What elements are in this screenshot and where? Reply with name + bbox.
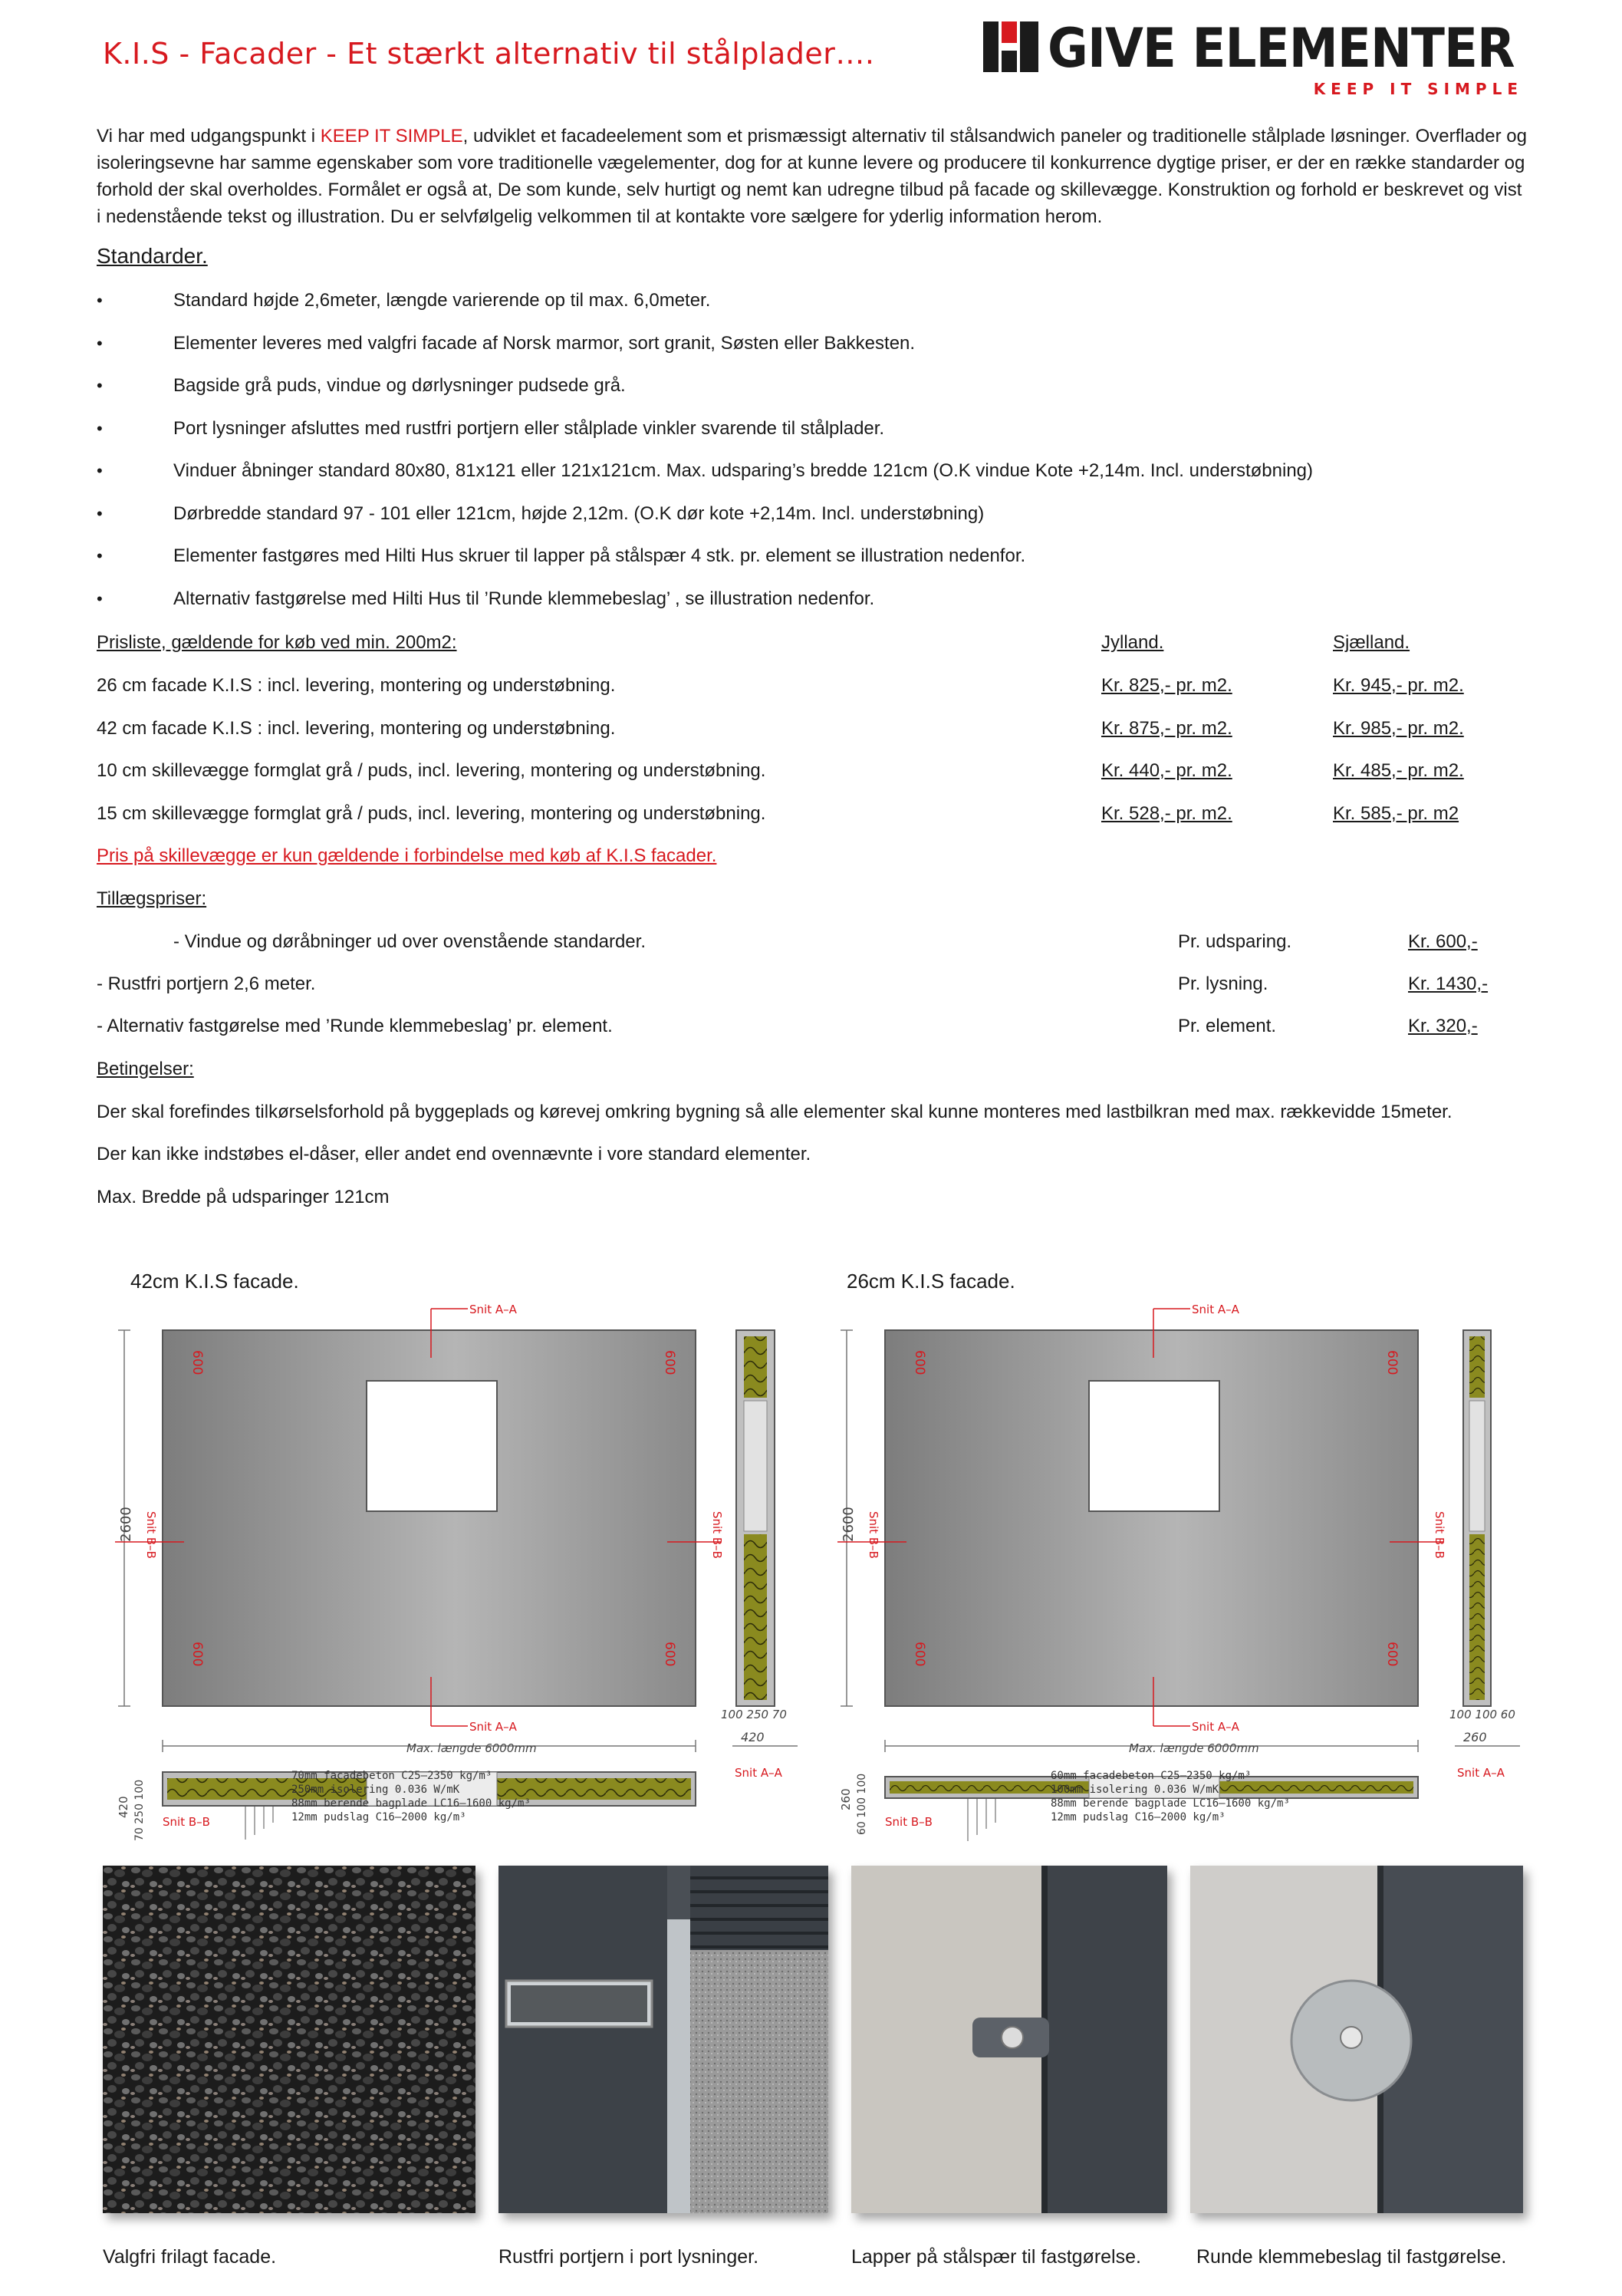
length-dim: Max. længde 6000mm [1129,1741,1259,1755]
list-item [97,330,1531,373]
plan-thickness: 260 [839,1788,853,1810]
edge-dim: 600 [189,1350,205,1375]
caption-clamp: Runde klemmebeslag til fastgørelse. [1196,2246,1507,2268]
section-b-right: Snit B–B [1433,1511,1446,1559]
layer-line: 70mm facadebeton C25–2350 kg/m³ [291,1770,492,1782]
height-dim: 2600 [841,1507,857,1542]
price-jylland: Kr. 825,- pr. m2. [1101,675,1232,696]
table-row [97,800,1531,828]
side-dims: 100 250 70 [721,1708,787,1721]
list-item [97,542,1531,585]
price-label: 10 cm skillevægge formglat grå / puds, incl. levering, montering og understøbning. [97,760,766,781]
bullet-icon: • [97,461,103,480]
thickness-dim: 420 [741,1730,765,1744]
company-logo [983,17,1532,98]
table-row [97,1013,1531,1040]
layer-line: 100mm isolering 0.036 W/mK [1051,1784,1219,1796]
section-b-right: Snit B–B [710,1511,724,1559]
section-b-plan: Snit B–B [885,1815,933,1829]
list-item-text: Dørbredde standard 97 - 101 eller 121cm, højde 2,12m. (O.K dør kote +2,14m. Incl. understøbning) [173,502,985,524]
list-item-text: Standard højde 2,6meter, længde varierende op til max. 6,0meter. [173,290,711,311]
price-sjaelland: Kr. 945,- pr. m2. [1333,675,1464,696]
layer-line: 88mm berende bagplade LC16–1600 kg/m³ [1051,1797,1290,1810]
extra-price: Kr. 320,- [1408,1016,1478,1036]
section-b-plan: Snit B–B [163,1815,210,1829]
bullet-icon: • [97,418,103,438]
section-a-bottom: Snit A–A [469,1720,517,1734]
table-row [97,970,1531,998]
plan-stack: 70 250 100 [133,1779,146,1841]
price-sjaelland: Kr. 485,- pr. m2. [1333,760,1464,781]
price-jylland: Kr. 440,- pr. m2. [1101,760,1232,781]
extra-unit: Pr. element. [1178,1016,1277,1036]
list-item-text: Vinduer åbninger standard 80x80, 81x121 eller 121x121cm. Max. udsparing’s bredde 121cm (O.K vindue Kote +2,14m. Incl. understøbning) [173,460,1314,481]
edge-dim: 600 [912,1350,927,1375]
section-a-top: Snit A–A [469,1303,517,1316]
layer-line: 12mm pudslag C16–2000 kg/m³ [291,1811,466,1823]
intro-part-2: , udviklet et facadeelement som et prismæssigt alternativ til stålsandwich paneler og traditionelle stålplade løsninger. Overflader og isoleringsevne har samme egenskaber som vore traditionelle vægelementer, dog for at kunne levere og producere til konkurrence dygtige priser, er der en række standarder og forhold der skal overholdes. Formålet er også at, De som kunde, selv hurtigt og nemt kan udregne tilbud på facade og skillevægge. Konstruktion og forhold er beskrevet og vist i nedenstående tekst og illustration. Du er selvfølgelig velkommen til at kontakte vore sælgere for yderlig information herom. [97,126,1527,227]
list-item [97,500,1531,543]
section-b-left: Snit B–B [144,1511,158,1559]
photo-steel-portal [498,1866,828,2213]
edge-dim: 600 [662,1350,677,1375]
panel-elevation [163,1330,696,1706]
list-item [97,287,1531,330]
logo-tagline: KEEP IT SIMPLE [1313,80,1523,98]
col-jylland: Jylland. [1101,632,1164,653]
drawing-42-label: 42cm K.I.S facade. [130,1270,299,1293]
side-section [736,1330,775,1706]
plan-thickness: 420 [117,1796,130,1818]
height-dim: 2600 [118,1507,134,1542]
layer-line: 12mm pudslag C16–2000 kg/m³ [1051,1811,1226,1823]
thickness-dim: 260 [1463,1730,1487,1744]
leader-lines [968,1798,995,1841]
table-row [97,928,1531,956]
price-sjaelland: Kr. 985,- pr. m2. [1333,718,1464,739]
price-jylland: Kr. 875,- pr. m2. [1101,718,1232,739]
pricelist-header-row [97,629,1531,657]
conditions-heading: Betingelser: [97,1059,194,1079]
intro-accent: KEEP IT SIMPLE [320,126,463,147]
drawing-42-layers [291,1769,531,1824]
table-row [97,672,1531,700]
intro-part-1: Vi har med udgangspunkt i [97,126,321,147]
caption-lap: Lapper på stålspær til fastgørelse. [851,2246,1141,2268]
list-item-text: Elementer leveres med valgfri facade af Norsk marmor, sort granit, Søsten eller Bakkesten. [173,332,916,354]
caption-portal: Rustfri portjern i port lysninger. [498,2246,759,2268]
extra-label: - Vindue og døråbninger ud over ovenstående standarder. [173,931,646,952]
page-title: K.I.S - Facader - Et stærkt alternativ til stålplader…. [103,37,875,71]
section-a-bottom: Snit A–A [1192,1720,1239,1734]
section-a-side: Snit A–A [1457,1766,1505,1780]
price-label: 26 cm facade K.I.S : incl. levering, montering og understøbning. [97,675,616,696]
table-row [97,757,1531,785]
extra-label: - Rustfri portjern 2,6 meter. [97,973,316,994]
side-section [1463,1330,1491,1706]
photo-granite-facade [103,1866,475,2213]
condition-line: Max. Bredde på udsparinger 121cm [97,1187,390,1207]
leader-lines [245,1806,273,1840]
edge-dim: 600 [189,1642,205,1667]
table-row [97,715,1531,743]
price-label: 42 cm facade K.I.S : incl. levering, montering og understøbning. [97,718,616,739]
extra-unit: Pr. lysning. [1178,973,1268,994]
standards-list [97,287,1531,628]
bullet-icon: • [97,333,103,353]
list-item [97,372,1531,415]
bullet-icon: • [97,291,103,310]
extra-unit: Pr. udsparing. [1178,931,1292,952]
bullet-icon: • [97,376,103,395]
section-b-left: Snit B–B [867,1511,880,1559]
side-dims: 100 100 60 [1449,1708,1515,1721]
caption-granite: Valgfri frilagt facade. [103,2246,277,2268]
layer-line: 88mm berende bagplade LC16–1600 kg/m³ [291,1797,531,1810]
pricelist-heading: Prisliste, gældende for køb ved min. 200m2: [97,632,457,653]
pricelist-note-row [97,842,1531,870]
list-item-text: Alternativ fastgørelse med Hilti Hus til ’Runde klemmebeslag’ , se illustration nedenfor. [173,588,875,609]
extras-heading: Tillægspriser: [97,888,207,909]
bullet-icon: • [97,503,103,523]
list-item [97,457,1531,500]
price-sjaelland: Kr. 585,- pr. m2 [1333,803,1459,824]
pricelist-note: Pris på skillevægge er kun gældende i forbindelse med køb af K.I.S facader. [97,845,717,866]
price-jylland: Kr. 528,- pr. m2. [1101,803,1232,824]
drawing-26-elevation [830,1289,1535,1841]
bullet-icon: • [97,588,103,608]
section-a-top: Snit A–A [1192,1303,1239,1316]
plan-stack: 60 100 100 [856,1773,868,1835]
extra-label: - Alternativ fastgørelse med ’Runde klemmebeslag’ pr. element. [97,1016,613,1036]
edge-dim: 600 [1384,1350,1400,1375]
price-label: 15 cm skillevægge formglat grå / puds, incl. levering, montering og understøbning. [97,803,766,824]
condition-line: Der kan ikke indstøbes el-dåser, eller andet end ovennævnte i vore standard elementer. [97,1144,811,1164]
bullet-icon: • [97,546,103,565]
list-item-text: Port lysninger afsluttes med rustfri portjern eller stålplade vinkler svarende til stålplader. [173,417,885,439]
logo-text: GIVE ELEMENTER [1048,17,1515,80]
col-sjaelland: Sjælland. [1333,632,1410,653]
layer-line: 60mm facadebeton C25–2350 kg/m³ [1051,1770,1252,1782]
photo-round-clamp [1190,1866,1523,2213]
list-item-text: Elementer fastgøres med Hilti Hus skruer til lapper på stålspær 4 stk. pr. element se illustration nedenfor. [173,545,1026,566]
photo-steel-lap-bracket [851,1866,1167,2213]
section-a-side: Snit A–A [735,1766,782,1780]
drawing-26-layers [1051,1769,1290,1824]
layer-line: 250mm isolering 0.036 W/mK [291,1784,460,1796]
edge-dim: 600 [1384,1642,1400,1667]
extra-price: Kr. 600,- [1408,931,1478,952]
extra-price: Kr. 1430,- [1408,973,1489,994]
list-item [97,585,1531,628]
panel-elevation [885,1330,1418,1706]
list-item-text: Bagside grå puds, vindue og dørlysninger pudsede grå. [173,375,626,396]
length-dim: Max. længde 6000mm [406,1741,537,1755]
condition-line: Der skal forefindes tilkørselsforhold på byggeplads og kørevej omkring bygning så alle elementer skal kunne monteres med lastbilkran med max. rækkevidde 15meter. [97,1102,1453,1122]
edge-dim: 600 [662,1642,677,1667]
drawing-42-elevation [107,1289,813,1841]
drawing-26-label: 26cm K.I.S facade. [847,1270,1015,1293]
edge-dim: 600 [912,1642,927,1667]
logo-mark-icon [983,21,1038,72]
standards-heading: Standarder. [97,244,208,268]
list-item [97,415,1531,458]
intro-paragraph [97,123,1531,230]
extras-heading-row [97,885,1531,913]
